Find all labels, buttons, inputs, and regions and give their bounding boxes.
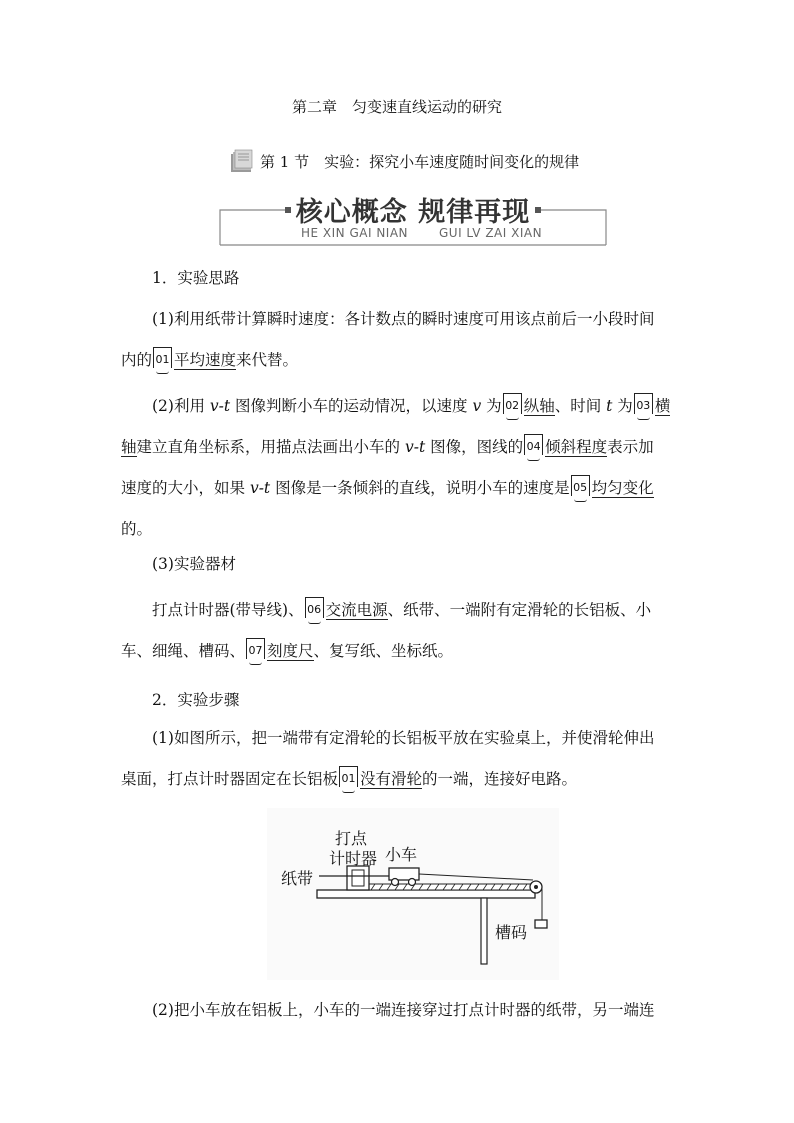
banner-sub-left: HE XIN GAI NIAN — [301, 226, 409, 240]
answer-horizontal-axis-2: 轴 — [121, 438, 137, 456]
apparatus-diagram — [267, 808, 559, 980]
answer-slot-05: 05 — [571, 475, 590, 496]
book-icon — [230, 148, 254, 174]
banner-sub-right: GUI LV ZAI XIAN — [439, 226, 543, 240]
label-tape: 纸带 — [281, 869, 314, 888]
section-title: 第 1 节 实验：探究小车速度随时间变化的规律 — [260, 152, 580, 171]
paragraph-4: (1)如图所示，把一端带有定滑轮的长铝板平放在实验桌上，并使滑轮伸出 桌面，打点计时器固定在长铝板 01 没有滑轮的一端，连接好电路。 — [121, 718, 677, 800]
answer-ruler: 刻度尺 — [267, 642, 314, 660]
answer-slot-04: 04 — [524, 434, 543, 455]
paragraph-2: (2)利用 v-t 图像判断小车的运动情况，以速度 v 为 02 纵轴、时间 t 为 03 横 轴建立直角坐标系，用描点法画出小车的 v-t 图像，图线的 04 倾斜程度表示加 速度的大小，如果 v-t 图像是一条倾斜的直线，说明小车的速度是 05 均匀变化 的。 — [121, 386, 677, 550]
answer-slot-06: 06 — [305, 597, 324, 618]
paragraph-3: 打点计时器(带导线)、 06 交流电源、纸带、一端附有定滑轮的长铝板、小 车、细绳、槽码、 07 刻度尺、复写纸、坐标纸。 — [121, 590, 677, 672]
answer-average-velocity: 平均速度 — [174, 351, 237, 369]
apparatus-figure — [267, 808, 559, 980]
answer-slot-01: 01 — [153, 347, 172, 368]
answer-uniform-change: 均匀变化 — [591, 479, 654, 497]
label-timer-line1: 打点 — [335, 829, 368, 848]
answer-vertical-axis: 纵轴 — [523, 397, 555, 415]
section-header — [230, 144, 579, 178]
banner-main-text: 核心概念 规律再现 — [295, 197, 531, 228]
answer-ac-power: 交流电源 — [325, 601, 388, 619]
core-concept-banner — [219, 190, 607, 246]
answer-slot-07: 07 — [246, 638, 265, 659]
paragraph-1: (1)利用纸带计算瞬时速度：各计数点的瞬时速度可用该点前后一小段时间 内的 01 平均速度来代替。 — [121, 299, 677, 381]
paragraph-3-title: (3)实验器材 — [152, 555, 236, 573]
answer-slot-08: 01 — [339, 766, 358, 787]
heading-experiment-idea: 1．实验思路 — [152, 269, 240, 287]
label-weight: 槽码 — [495, 923, 528, 942]
answer-slope: 倾斜程度 — [545, 438, 608, 456]
answer-slot-03: 03 — [634, 393, 653, 414]
chapter-title: 第二章 匀变速直线运动的研究 — [291, 98, 502, 116]
answer-no-pulley-end: 没有滑轮 — [360, 770, 423, 788]
answer-horizontal-axis-1: 横 — [654, 397, 671, 415]
paragraph-5: (2)把小车放在铝板上，小车的一端连接穿过打点计时器的纸带，另一端连 — [152, 1001, 655, 1019]
label-timer-line2: 计时器 — [329, 849, 378, 868]
heading-experiment-steps: 2．实验步骤 — [152, 691, 240, 709]
label-cart: 小车 — [385, 845, 418, 864]
answer-slot-02: 02 — [503, 393, 522, 414]
